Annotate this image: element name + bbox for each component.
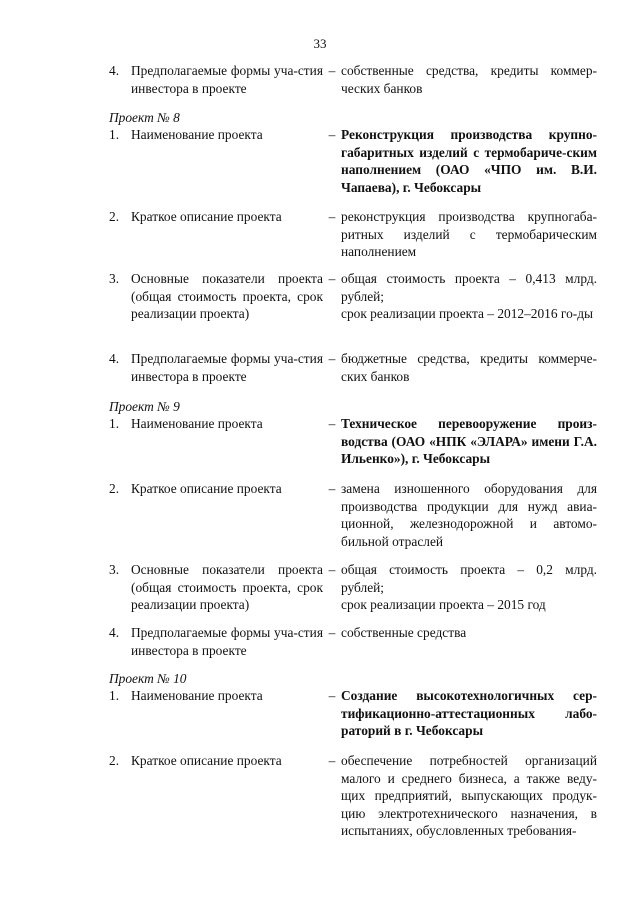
item-dash: – <box>328 127 336 142</box>
item-number: 4. <box>109 625 120 640</box>
list-item <box>109 350 597 385</box>
item-label: Основные показатели проекта (общая стоимость проекта, срок реализации проекта) <box>131 562 323 613</box>
item-number: 4. <box>109 351 120 366</box>
item-value: собственные средства <box>341 625 467 640</box>
list-item <box>109 624 597 659</box>
value-line: общая стоимость проекта – 0,413 млрд. рублей; <box>341 271 597 304</box>
item-value: Реконструкция производства крупно-габаритных изделий с термобариче-ским наполнением (ОАО «ЧПО им. В.И. Чапаева), г. Чебоксары <box>341 127 597 195</box>
item-label: Краткое описание проекта <box>131 481 282 496</box>
value-line: срок реализации проекта – 2012–2016 го-ды <box>341 306 594 322</box>
item-number: 2. <box>109 481 120 496</box>
list-item <box>109 561 597 614</box>
item-dash: – <box>328 625 336 640</box>
list-item <box>109 415 597 468</box>
item-label: Наименование проекта <box>131 688 263 703</box>
item-label: Предполагаемые формы уча-стия инвестора в проекте <box>131 625 323 658</box>
list-item <box>109 687 597 740</box>
list-item <box>109 208 597 261</box>
item-value <box>341 561 597 614</box>
value-line: общая стоимость проекта – 0,2 млрд. рублей; <box>341 562 597 595</box>
item-value: обеспечение потребностей организаций малого и среднего бизнеса, а также веду-щих предприятий, выпускающих продук-цию электротехнического назначения, в испытаниях, обусловленных требования- <box>341 753 597 839</box>
page-number: 33 <box>313 36 327 51</box>
item-value: собственные средства, кредиты коммер-ческих банков <box>341 63 597 96</box>
item-dash: – <box>328 63 336 78</box>
item-label: Предполагаемые формы уча-стия инвестора в проекте <box>131 351 323 384</box>
item-number: 1. <box>109 688 120 703</box>
project-title: Проект № 9 <box>109 399 180 414</box>
item-dash: – <box>328 753 336 768</box>
item-number: 3. <box>109 562 120 577</box>
item-label: Наименование проекта <box>131 416 263 431</box>
item-dash: – <box>328 351 336 366</box>
item-number: 2. <box>109 753 120 768</box>
project-title: Проект № 10 <box>109 671 187 686</box>
item-number: 1. <box>109 416 120 431</box>
item-value: Создание высокотехнологичных сер-тификационно-аттестационных лабо-раторий в г. Чебоксары <box>341 688 597 739</box>
item-dash: – <box>328 209 336 224</box>
list-item <box>109 480 597 550</box>
item-label: Предполагаемые формы уча-стия инвестора в проекте <box>131 63 323 96</box>
item-value <box>341 270 597 323</box>
list-item <box>109 752 597 840</box>
item-number: 2. <box>109 209 120 224</box>
item-dash: – <box>328 416 336 431</box>
item-dash: – <box>328 688 336 703</box>
value-line: срок реализации проекта – 2015 год <box>341 597 546 613</box>
item-value: бюджетные средства, кредиты коммерче-ских банков <box>341 351 597 384</box>
item-label: Наименование проекта <box>131 127 263 142</box>
item-number: 3. <box>109 271 120 286</box>
item-dash: – <box>328 562 336 577</box>
project-title: Проект № 8 <box>109 110 180 125</box>
item-number: 4. <box>109 63 120 78</box>
item-dash: – <box>328 271 336 286</box>
item-value: замена изношенного оборудования для производства продукции для нужд авиа-ционной, железнодорожной и автомо-бильной отраслей <box>341 481 597 549</box>
list-item <box>109 62 597 97</box>
item-dash: – <box>328 481 336 496</box>
list-item <box>109 126 597 196</box>
item-value: Техническое перевооружение произ-водства (ОАО «НПК «ЭЛАРА» имени Г.А. Ильенко»), г. Чебоксары <box>341 416 597 467</box>
item-value: реконструкция производства крупногаба-ритных изделий с термобарическим наполнением <box>341 209 597 260</box>
list-item <box>109 270 597 323</box>
item-label: Основные показатели проекта (общая стоимость проекта, срок реализации проекта) <box>131 271 323 322</box>
item-label: Краткое описание проекта <box>131 753 282 768</box>
item-label: Краткое описание проекта <box>131 209 282 224</box>
item-number: 1. <box>109 127 120 142</box>
